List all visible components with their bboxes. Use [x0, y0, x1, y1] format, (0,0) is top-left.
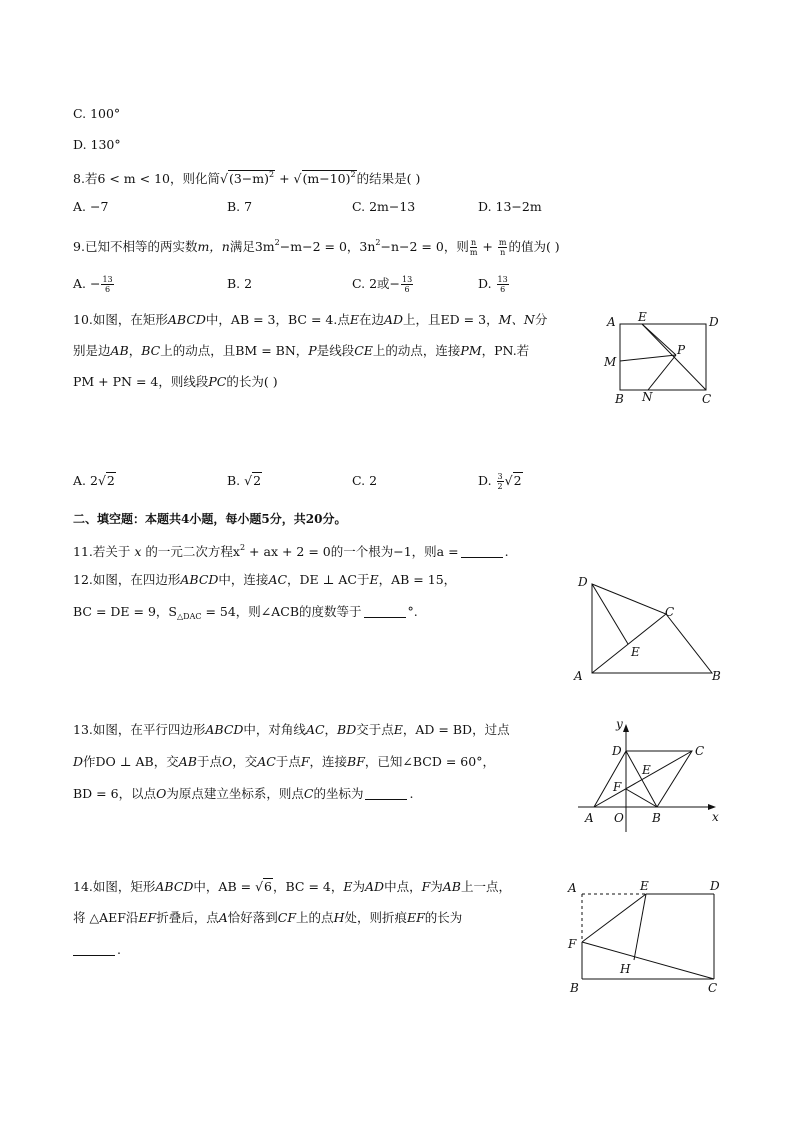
q13-l2g: AC	[257, 754, 276, 769]
q10-l1f: AD	[383, 312, 404, 327]
q13-l1g: 交于点	[356, 722, 394, 737]
q10-option-d-rad: 2	[513, 473, 522, 488]
q13-label-d: D	[612, 744, 622, 758]
q8-exponent-1: 2	[269, 170, 275, 179]
q12-l1f: E	[369, 572, 379, 587]
q12-label-c: C	[665, 605, 675, 619]
q10-option-a-pre: A. 2	[73, 473, 98, 488]
q11-pre: 11.若关于	[73, 544, 131, 559]
q10-label-b: B	[615, 392, 624, 406]
q9-option-c-pre: C. 2或−	[352, 276, 400, 291]
q14-l2f: CF	[277, 910, 297, 925]
q9-option-a-pre: A. −	[73, 276, 101, 291]
q13-figure	[574, 716, 724, 836]
q9-frac-1-num: n	[471, 238, 477, 247]
q13-l1f: BD	[337, 722, 357, 737]
q12-answer-blank[interactable]	[364, 605, 406, 618]
q10-label-m: M	[604, 355, 617, 369]
section-2-mid2: 分，共	[269, 512, 306, 526]
q8-option-c: C. 2m−13	[352, 199, 416, 214]
q10-line-ec	[642, 324, 706, 390]
q10-option-c: C. 2	[352, 473, 378, 488]
q7-option-c: C. 100°	[73, 106, 121, 121]
q10-label-a: A	[607, 315, 616, 329]
q10-line-mp	[620, 355, 676, 361]
q8-option-a: A. −7	[73, 199, 109, 214]
q9-stem-mid1: 满足3m	[229, 239, 275, 254]
q10-figure	[598, 308, 728, 408]
section-2-n2: 5	[261, 512, 270, 526]
q13-l1h: E	[393, 722, 403, 737]
q13-l1b: ABCD	[205, 722, 244, 737]
q10-l3c: 的长为( )	[226, 374, 278, 389]
q9-vars: m，n	[197, 239, 230, 254]
q13-l2a: D	[73, 754, 84, 769]
q12-quad	[592, 584, 712, 673]
q8-plus: +	[275, 171, 294, 186]
q14-line-fc	[582, 942, 714, 979]
q11-x: x	[134, 544, 142, 559]
q9-option-b: B. 2	[227, 276, 253, 291]
q9-frac-2-den: n	[500, 248, 506, 257]
q10-label-c: C	[702, 392, 712, 406]
q9-option-c-den: 6	[404, 285, 410, 294]
q12-line-1	[73, 571, 456, 589]
q14-l1d: ，BC = 4，	[273, 879, 344, 894]
q9-plus: +	[478, 239, 497, 254]
q13-y-arrow	[623, 724, 629, 732]
q13-l1e: ，	[324, 722, 338, 737]
q9-frac-1	[470, 238, 478, 257]
q12-l1a: 12.如图，在四边形	[73, 572, 181, 587]
q10-l2h: CE	[354, 343, 373, 358]
q10-option-d-den: 2	[497, 482, 503, 491]
q10-l2j: PM	[460, 343, 482, 358]
q10-option-d: D. $\frac{3}{2}$ √2	[478, 472, 522, 491]
q9-option-a-frac	[101, 275, 113, 294]
q8-radical-1	[228, 170, 275, 186]
section-2-mid1: 小题，每小题	[189, 512, 262, 526]
q12-l1b: ABCD	[180, 572, 219, 587]
q11-stem	[73, 539, 509, 561]
q13-l3b: O	[156, 786, 167, 801]
q12-figure	[566, 570, 726, 684]
q12-label-b: B	[712, 669, 721, 683]
q12-l1e: ，DE ⊥ AC于	[287, 572, 370, 587]
q11-exp: 2	[239, 543, 246, 552]
q9-frac-2-num: m	[498, 238, 507, 247]
q9-frac-2	[498, 238, 508, 257]
q10-l1h: M、N	[498, 312, 535, 327]
q10-l1d: E	[349, 312, 359, 327]
q14-l2d: A	[218, 910, 228, 925]
q13-l2j: ，连接	[309, 754, 348, 769]
q8-radical-2	[302, 170, 357, 186]
q10-l3b: PC	[208, 374, 227, 389]
q12-l1d: AC	[268, 572, 288, 587]
q14-line-3	[73, 941, 121, 959]
q8-number: 8.	[73, 171, 85, 186]
q8-option-b: B. 7	[227, 199, 253, 214]
q12-l2a: BC = DE = 9，S	[73, 604, 177, 619]
q9-option-d-frac	[497, 275, 509, 294]
q14-l2b: EF	[138, 910, 157, 925]
q9-option-d-den: 6	[500, 285, 506, 294]
q10-l2g: 是线段	[316, 343, 355, 358]
q12-l2c: °.	[407, 604, 418, 619]
q12-line-ac	[592, 614, 666, 673]
q10-line-2	[73, 342, 529, 360]
q12-label-d: D	[578, 575, 588, 589]
q13-l1d: AC	[305, 722, 325, 737]
q9-option-a-num: 13	[102, 275, 113, 284]
q9-stem-pre: 已知不相等的两实数	[84, 239, 198, 254]
q9-stem	[73, 234, 560, 257]
section-2-title-a: 二、填空题：本题共	[73, 512, 182, 526]
q14-l1a: 14.如图，矩形	[73, 879, 156, 894]
q8-radicand-1: (3−m)	[228, 171, 270, 186]
q10-option-a-rad: 2	[106, 473, 115, 488]
q10-line-1	[73, 311, 547, 329]
q14-l1l: 上一点，	[461, 879, 512, 894]
q10-l1a: 10.如图，在矩形	[73, 312, 168, 327]
q14-label-d: D	[710, 879, 720, 893]
q13-label-b: B	[652, 811, 661, 825]
q10-l2b: AB	[110, 343, 129, 358]
q10-label-d: D	[709, 315, 719, 329]
q10-option-a: A. 2√2	[73, 473, 115, 488]
q14-l2e: 恰好落到	[227, 910, 278, 925]
q13-l3e: 的坐标为	[313, 786, 364, 801]
q8-exponent-2: 2	[350, 170, 356, 179]
q14-l1g: AD	[365, 879, 385, 894]
q11-mid: 的一元二次方程x	[145, 544, 240, 559]
q12-l2b: = 54，则∠ACB的度数等于	[201, 604, 362, 619]
section-2-title	[73, 510, 346, 528]
q10-l2i: 上的动点，连接	[372, 343, 461, 358]
q10-label-n: N	[642, 390, 653, 404]
q10-l2c: ，	[128, 343, 142, 358]
q14-line-1: 14.如图，矩形ABCD中，AB = √6，BC = 4，E为AD中点，F为AB上一点，	[73, 879, 512, 894]
q13-l2h: 于点	[275, 754, 301, 769]
q10-l2f: P	[308, 343, 317, 358]
section-2-n3: 20	[305, 512, 323, 526]
q14-l2k: 的长为	[424, 910, 463, 925]
q13-l1i: ，AD = BD，过点	[402, 722, 510, 737]
q9-exp-1: 2	[274, 238, 280, 247]
q13-line-1	[73, 721, 510, 739]
q14-l3-end: .	[117, 942, 121, 957]
q10-l2a: 别是边	[73, 343, 111, 358]
q13-l2d: 于点	[196, 754, 222, 769]
q10-l2d: BC	[141, 343, 161, 358]
q10-option-d-pre: D.	[478, 473, 496, 488]
q14-l1k: AB	[442, 879, 461, 894]
q13-l3f: .	[409, 786, 414, 801]
q14-label-e: E	[640, 879, 649, 893]
q13-l2b: 作DO ⊥ AB，交	[83, 754, 179, 769]
q8-stem: 8.若6 < m < 10，则化简$√(3-m)^2 + √(m-10)^2$的结果是( )	[73, 170, 421, 186]
q13-label-e: E	[642, 763, 651, 777]
q12-line-de	[592, 584, 628, 644]
q12-label-e: E	[631, 645, 640, 659]
q13-line-3	[73, 785, 413, 803]
q9-option-d-pre: D.	[478, 276, 496, 291]
q14-l1-rad: 6	[264, 879, 272, 894]
q8-option-d: D. 13−2m	[478, 199, 542, 214]
q13-l3a: BD = 6，以点	[73, 786, 157, 801]
q9-option-c-frac	[401, 275, 413, 294]
q14-l1j: 为	[430, 879, 443, 894]
section-2-n1: 4	[181, 512, 190, 526]
q10-l3a: PM + PN = 4，则线段	[73, 374, 209, 389]
q7-option-d: D. 130°	[73, 137, 121, 152]
q8-stem-pre: 若6 < m < 10，则化简	[84, 171, 220, 186]
q9-option-d	[478, 275, 510, 294]
q14-line-fe	[582, 894, 646, 942]
q14-l1b: ABCD	[155, 879, 194, 894]
q13-l2e: O	[221, 754, 233, 769]
q9-exp-2: 2	[375, 238, 381, 247]
q9-stem-mid3: −n−2 = 0，则	[380, 239, 469, 254]
q11-end: .	[504, 544, 509, 559]
q9-stem-post: 的值为( )	[508, 239, 560, 254]
q10-option-b: B. √2	[227, 473, 262, 488]
q14-l2h: H	[333, 910, 345, 925]
q14-line-2	[73, 909, 462, 927]
q14-label-f: F	[568, 937, 577, 951]
q14-l2i: 处，则折痕	[344, 910, 407, 925]
q8-radicand-2: (m−10)	[302, 171, 351, 186]
q14-l2j: EF	[406, 910, 425, 925]
q14-l1e: E	[343, 879, 353, 894]
q9-stem-mid2: −m−2 = 0，3n	[279, 239, 376, 254]
q14-l1h: 中点，	[384, 879, 422, 894]
q13-label-o: O	[614, 811, 624, 825]
q9-option-d-num: 13	[497, 275, 508, 284]
q10-line-3	[73, 373, 278, 391]
q10-l1g: 上，且ED = 3，	[403, 312, 499, 327]
q10-rect	[620, 324, 706, 390]
q10-l2k: ，PN.若	[481, 343, 530, 358]
q8-stem-post: 的结果是( )	[356, 171, 421, 186]
q13-l3d: C	[303, 786, 314, 801]
q14-l1c: 中，AB =	[193, 879, 252, 894]
q10-l1c: 中，AB = 3，BC = 4.点	[205, 312, 350, 327]
q13-label-c: C	[695, 744, 705, 758]
q9-option-c	[352, 275, 414, 294]
q13-line-bd	[626, 751, 657, 807]
q11-answer-blank[interactable]	[461, 545, 503, 558]
q14-l2c: 折叠后，点	[156, 910, 219, 925]
q13-l2k: BF	[347, 754, 365, 769]
q13-l1a: 13.如图，在平行四边形	[73, 722, 206, 737]
q14-answer-blank[interactable]	[73, 943, 115, 956]
q10-option-d-frac	[497, 472, 504, 491]
q10-option-b-pre: B.	[227, 473, 245, 488]
q10-l2e: 上的动点，且BM = BN，	[160, 343, 309, 358]
q13-l2f: ，交	[232, 754, 258, 769]
q14-label-a: A	[568, 881, 577, 895]
q9-frac-1-den: m	[469, 248, 478, 257]
q13-label-x: x	[712, 810, 719, 824]
q14-l2a: 将 △AEF沿	[73, 910, 139, 925]
q9-option-c-num: 13	[402, 275, 413, 284]
q14-l1i: F	[421, 879, 431, 894]
q12-l1c: 中，连接	[218, 572, 269, 587]
q9-option-a	[73, 275, 115, 294]
q12-line-2	[73, 603, 418, 626]
q12-l1g: ，AB = 15，	[378, 572, 457, 587]
q13-line-2	[73, 753, 495, 771]
q12-l2-sub: △DAC	[177, 612, 202, 621]
q12-label-a: A	[574, 669, 583, 683]
q10-l1e: 在边	[358, 312, 384, 327]
q10-label-e: E	[638, 310, 647, 324]
q10-option-b-rad: 2	[253, 473, 262, 488]
section-2-tail: 分。	[322, 512, 347, 526]
q14-label-c: C	[708, 981, 718, 995]
q14-l1f: 为	[352, 879, 365, 894]
q14-label-h: H	[620, 962, 631, 976]
q9-number: 9.	[73, 239, 85, 254]
q10-option-d-num: 3	[497, 472, 503, 481]
q13-label-y: y	[616, 717, 623, 731]
q10-label-p: P	[677, 343, 686, 357]
q10-l1b: ABCD	[167, 312, 206, 327]
q14-line-eh	[634, 894, 646, 960]
q13-l3c: 为原点建立坐标系，则点	[166, 786, 304, 801]
q14-l2g: 上的点	[296, 910, 334, 925]
q11-post: + ax + 2 = 0的一个根为−1，则a =	[245, 544, 459, 559]
q10-line-ep	[642, 324, 676, 355]
q10-l1i: 分	[534, 312, 548, 327]
q13-l1c: 中，对角线	[243, 722, 306, 737]
q13-label-a: A	[585, 811, 594, 825]
q13-l2c: AB	[178, 754, 197, 769]
q13-answer-blank[interactable]	[365, 787, 407, 800]
q10-line-np	[648, 355, 676, 390]
q9-option-a-den: 6	[105, 285, 111, 294]
q14-label-b: B	[570, 981, 579, 995]
q13-l2l: ，已知∠BCD = 60°，	[364, 754, 495, 769]
q13-l2i: F	[300, 754, 310, 769]
q13-label-f: F	[613, 780, 622, 794]
q14-figure	[562, 876, 730, 998]
